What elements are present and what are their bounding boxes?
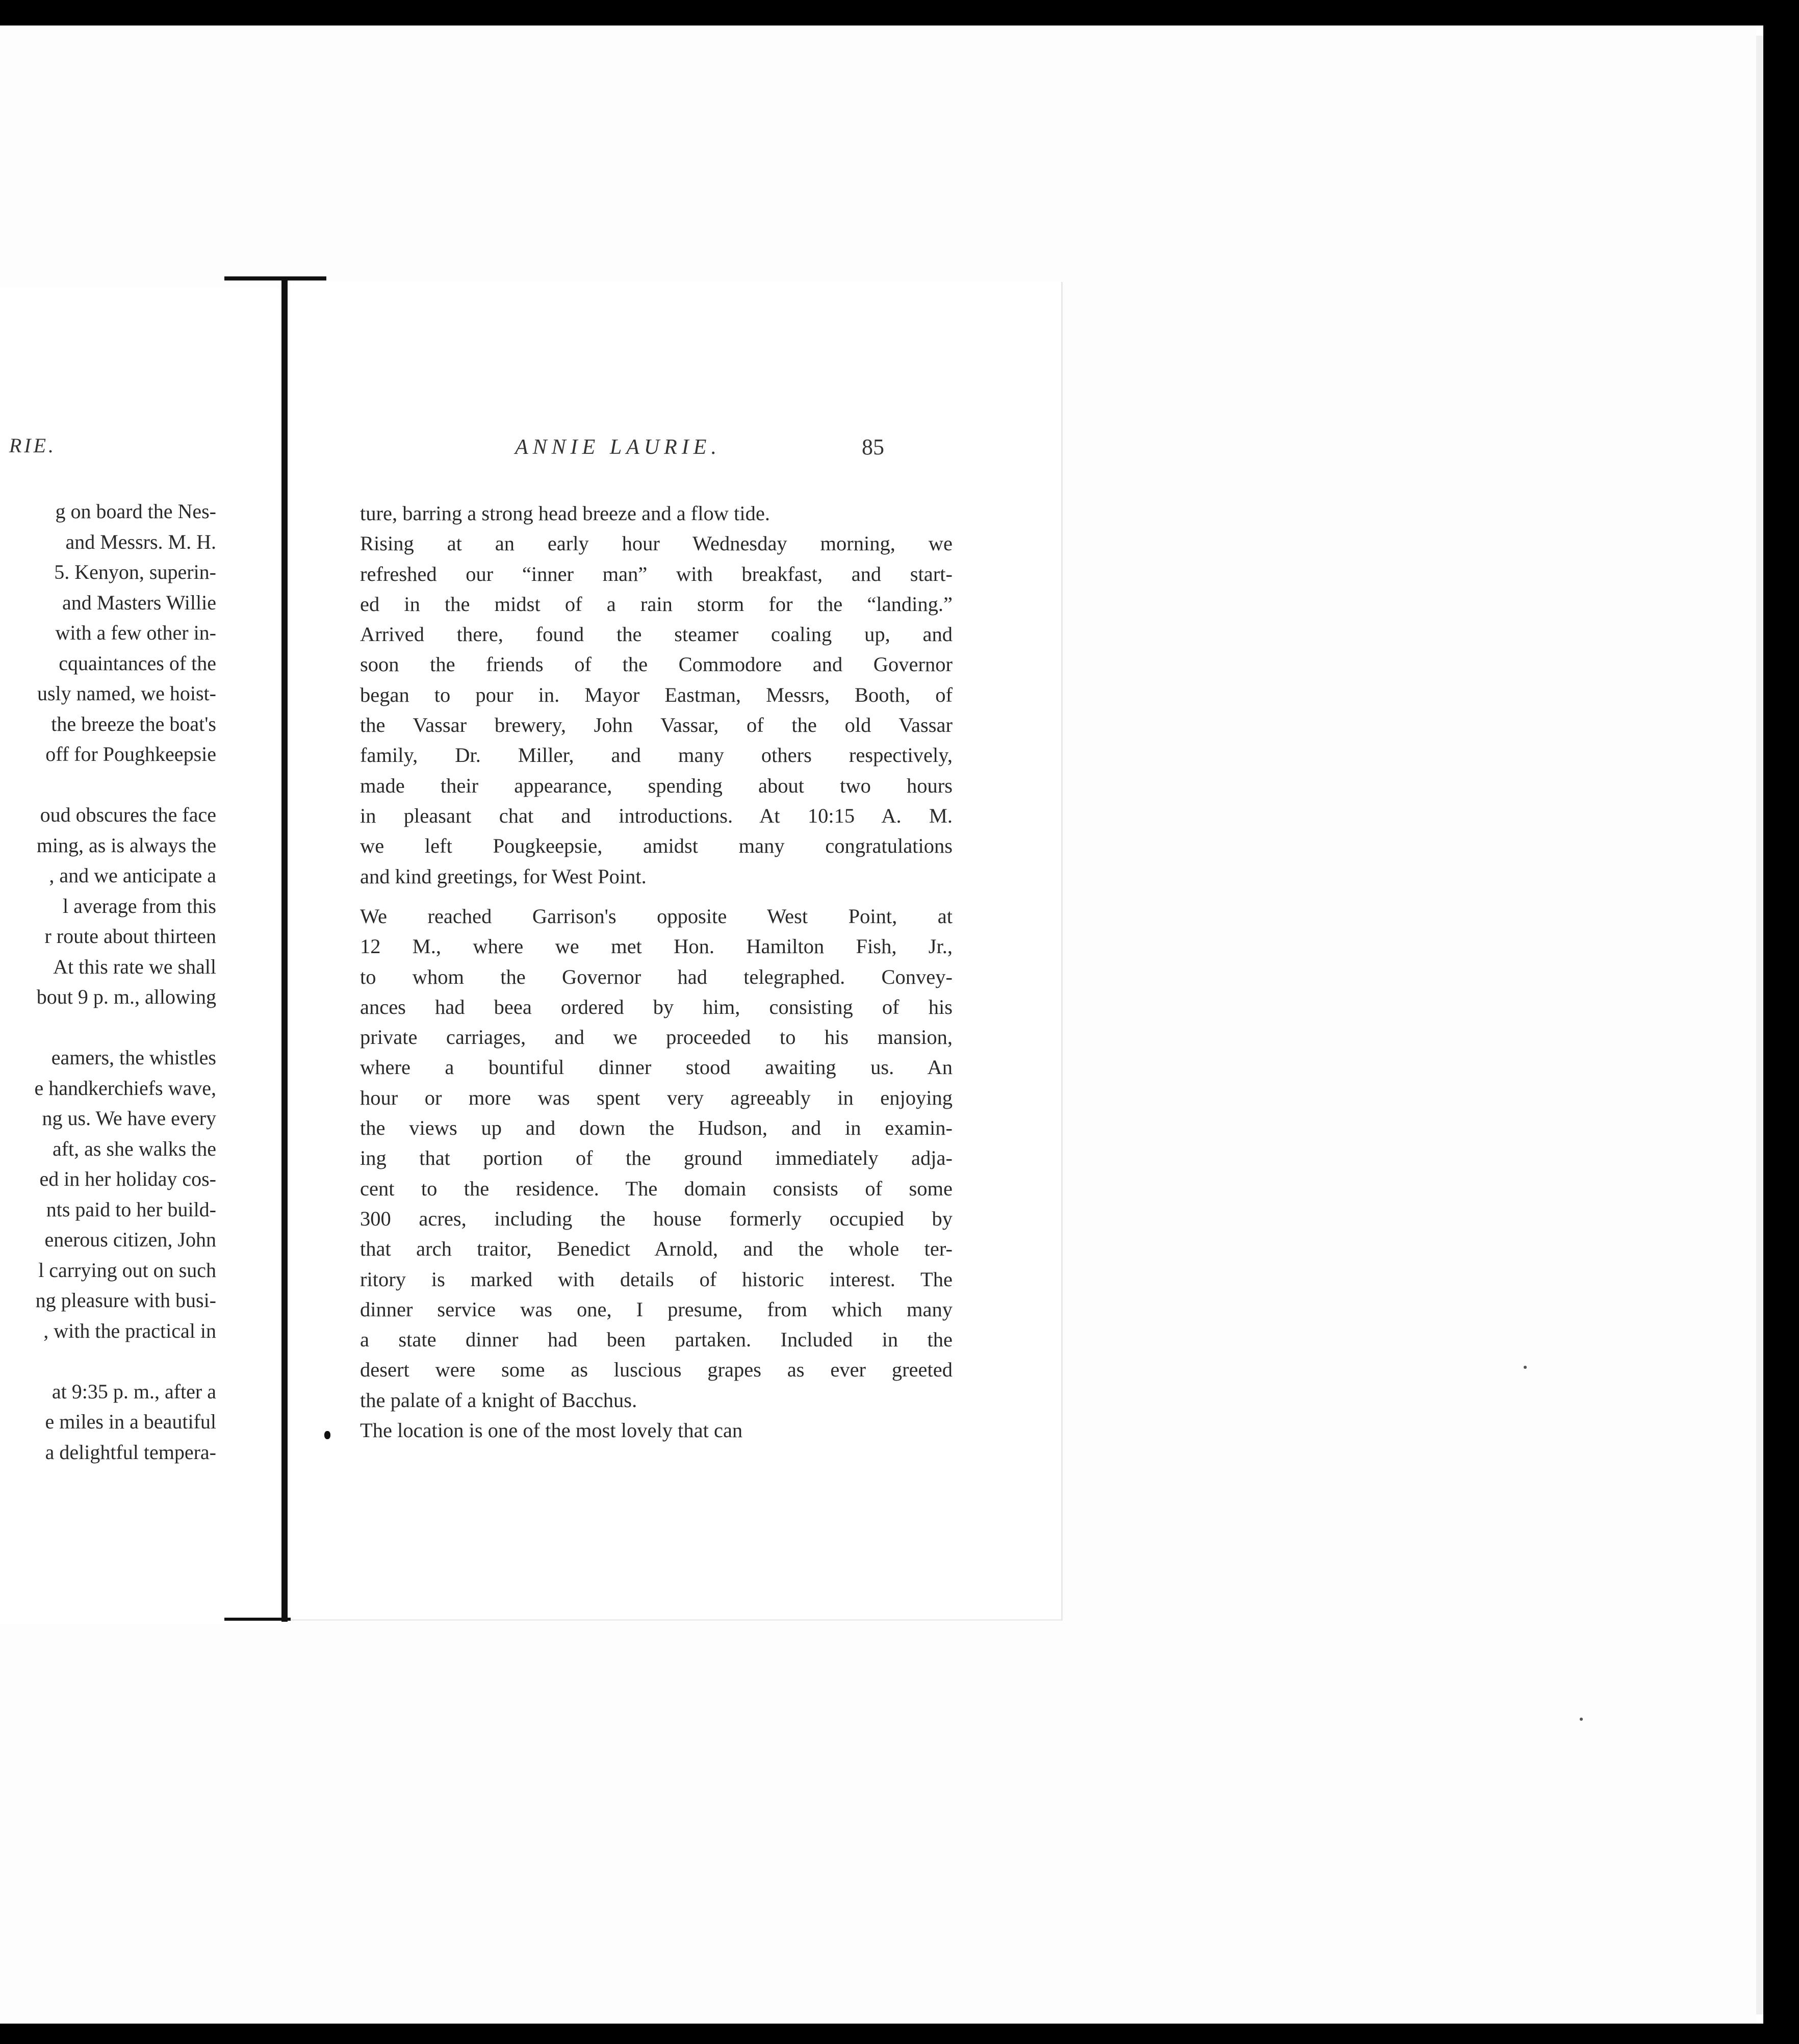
text-line: 5. Kenyon, superin-	[54, 560, 216, 583]
left-page-text	[0, 496, 216, 1467]
scan-border-right	[1763, 0, 1799, 2044]
text-line: soon the friends of the Commodore and Governor	[360, 653, 953, 676]
text-line: to whom the Governor had telegraphed. Convey-	[360, 965, 953, 988]
text-line: private carriages, and we proceeded to his mansion,	[360, 1026, 953, 1049]
text-line: oud obscures the face	[40, 803, 216, 826]
text-line: 12 M., where we met Hon. Hamilton Fish, Jr.,	[360, 935, 953, 958]
right-page	[291, 282, 1063, 1621]
text-line: cquaintances of the	[59, 651, 216, 675]
text-line: the Vassar brewery, John Vassar, of the old Vassar	[360, 713, 953, 737]
text-line: r route about thirteen	[44, 925, 216, 948]
text-line: enerous citizen, John	[44, 1228, 216, 1251]
text-line: the palate of a knight of Bacchus.	[360, 1388, 637, 1412]
text-line: began to pour in. Mayor Eastman, Messrs, Booth, of	[360, 683, 953, 706]
text-line: ng pleasure with busi-	[35, 1289, 216, 1312]
text-line: , with the practical in	[43, 1319, 216, 1342]
scan-edge-right	[1756, 36, 1763, 2014]
text-line: that arch traitor, Benedict Arnold, and the whole ter-	[360, 1237, 953, 1261]
text-line: the breeze the boat's	[51, 712, 216, 735]
left-running-head: RIE.	[9, 434, 56, 457]
text-line: Arrived there, found the steamer coaling up, and	[360, 623, 953, 646]
text-line	[0, 1346, 216, 1376]
text-line: and Messrs. M. H.	[65, 530, 216, 553]
text-line: usly named, we hoist-	[37, 682, 216, 705]
left-page	[0, 288, 279, 1624]
text-line: ture, barring a strong head breeze and a flow tide.	[360, 502, 770, 525]
text-line: at 9:35 p. m., after a	[52, 1379, 216, 1403]
text-line: we left Pougkeepsie, amidst many congratulations	[360, 834, 953, 858]
scan-border-bottom	[0, 2024, 1799, 2044]
scan-border-top	[0, 0, 1799, 25]
text-line: g on board the Nes-	[55, 500, 216, 523]
text-line: a delightful tempera-	[45, 1440, 216, 1464]
text-line: At this rate we shall	[53, 955, 216, 978]
ink-speck	[324, 1431, 330, 1439]
paragraph-2	[360, 901, 953, 1445]
text-line: e miles in a beautiful	[45, 1410, 216, 1433]
text-line: ed in her holiday cos-	[39, 1167, 216, 1190]
page-number: 85	[862, 435, 884, 459]
text-line: bout 9 p. m., allowing	[36, 985, 216, 1008]
text-line: and Masters Willie	[62, 591, 216, 614]
text-line: cent to the residence. The domain consists of some	[360, 1177, 953, 1200]
text-line: ing that portion of the ground immediately adja-	[360, 1146, 953, 1170]
text-line	[0, 770, 216, 800]
text-line: made their appearance, spending about two hours	[360, 774, 953, 797]
text-line: refreshed our “inner man” with breakfast, and start-	[360, 562, 953, 585]
dust-speck	[1580, 1718, 1583, 1721]
book-gutter	[281, 279, 288, 1622]
text-line: a state dinner had been partaken. Included in the	[360, 1328, 953, 1351]
text-line: Rising at an early hour Wednesday morning, we	[360, 532, 953, 555]
text-line: and kind greetings, for West Point.	[360, 864, 647, 888]
text-line: l carrying out on such	[38, 1258, 216, 1282]
gutter-top-rule	[224, 276, 326, 280]
text-line: aft, as she walks the	[52, 1137, 216, 1160]
text-line: ritory is marked with details of historic interest. The	[360, 1267, 953, 1291]
text-line	[0, 1012, 216, 1043]
text-line: where a bountiful dinner stood awaiting us. An	[360, 1056, 953, 1079]
text-line: desert were some as luscious grapes as ever greeted	[360, 1358, 953, 1382]
text-line: ng us. We have every	[42, 1107, 216, 1130]
text-line: with a few other in-	[55, 621, 216, 644]
text-line: e handkerchiefs wave,	[34, 1076, 216, 1100]
text-line: l average from this	[63, 894, 216, 917]
paragraph-1	[360, 498, 953, 891]
running-head: ANNIE LAURIE.	[515, 436, 721, 459]
text-line: off for Poughkeepsie	[45, 743, 216, 765]
text-line: nts paid to her build-	[46, 1197, 216, 1221]
text-line: in pleasant chat and introductions. At 10:15 A. M.	[360, 804, 953, 827]
text-line: hour or more was spent very agreeably in enjoying	[360, 1086, 953, 1109]
text-line: ming, as is always the	[36, 833, 216, 857]
text-line: family, Dr. Miller, and many others respectively,	[360, 744, 953, 767]
text-line: We reached Garrison's opposite West Point, at	[360, 905, 953, 928]
text-line: ances had beea ordered by him, consisting of his	[360, 995, 953, 1018]
text-line: the views up and down the Hudson, and in examin-	[360, 1116, 953, 1140]
text-line: , and we anticipate a	[49, 864, 216, 887]
text-line: ed in the midst of a rain storm for the “landing.”	[360, 592, 953, 616]
text-line: 300 acres, including the house formerly occupied by	[360, 1207, 953, 1230]
dust-speck	[1524, 1366, 1527, 1369]
text-line: The location is one of the most lovely that can	[360, 1419, 743, 1442]
text-line: dinner service was one, I presume, from which many	[360, 1297, 953, 1321]
text-line: eamers, the whistles	[51, 1046, 216, 1069]
